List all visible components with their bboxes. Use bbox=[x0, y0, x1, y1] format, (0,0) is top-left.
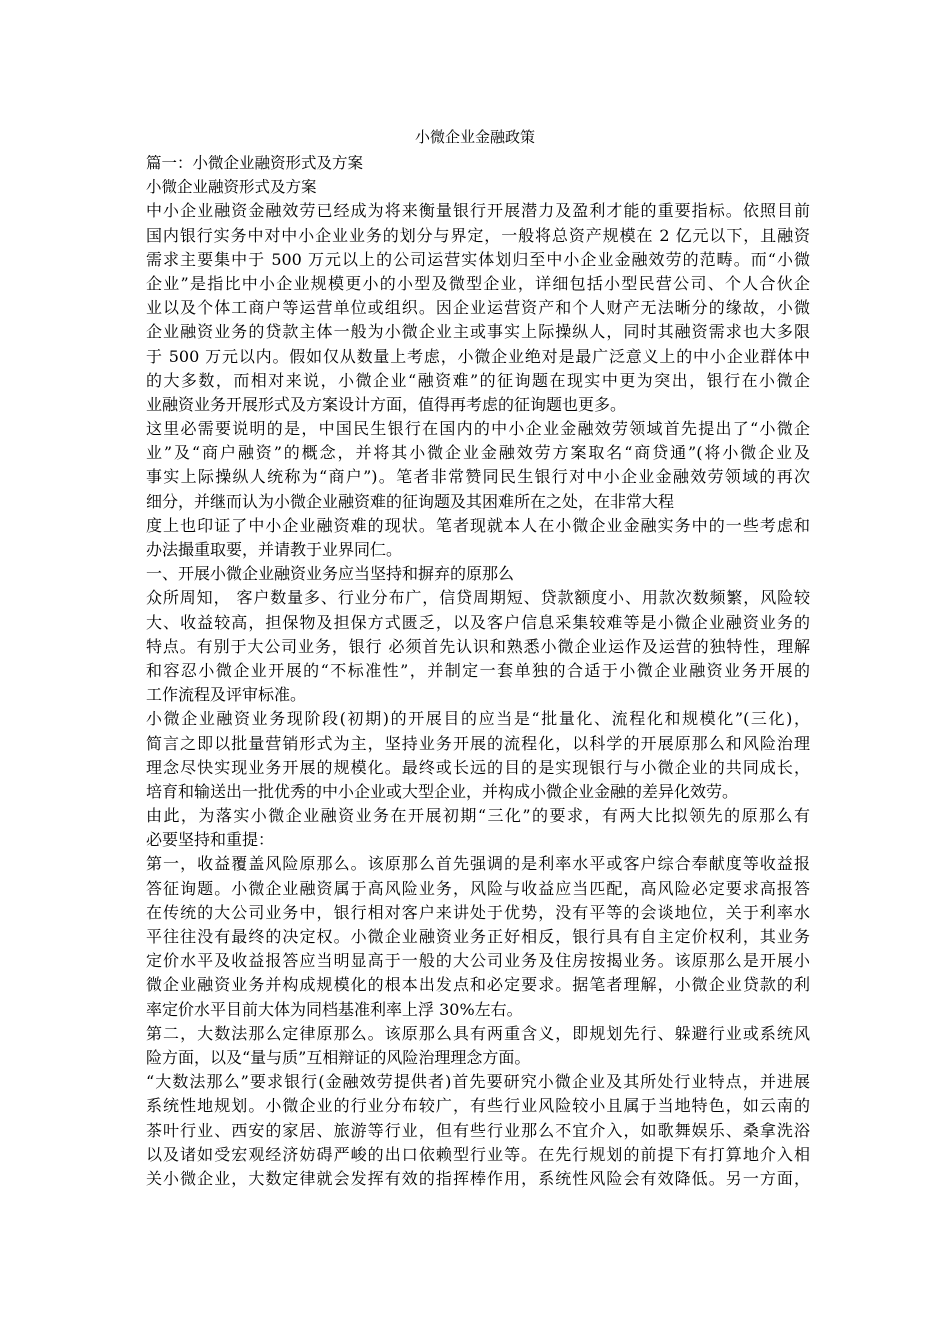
text-line: 工作流程及评审标准。 bbox=[146, 685, 307, 705]
text-line: 细分，并继而认为小微企业融资难的征询题及其困难所在之处，在非常大程 bbox=[146, 491, 675, 511]
document-title: 小微企业金融政策 bbox=[414, 128, 535, 146]
text-line: 以及诸如受宏观经济妨碍严峻的出口依赖型行业等。在先行规划的前提下有打算地介入相 bbox=[146, 1144, 810, 1164]
text-line: 理念尽快实现业务开展的规模化。最终或长远的目的是实现银行与小微企业的共同成长， bbox=[146, 757, 810, 777]
text-line: 度上也印证了中小企业融资难的现状。笔者现就本人在小微企业金融实务中的一些考虑和 bbox=[146, 515, 810, 535]
text-line: 定价水平及收益报答应当明显高于一般的大公司业务及住房按揭业务。该原那么是开展小 bbox=[146, 951, 810, 971]
text-line: 业”及“商户融资”的概念，并将其小微企业金融效劳方案取名“商贷通”(将小微企业及 bbox=[146, 443, 810, 463]
text-line: 由此，为落实小微企业融资业务在开展初期“三化”的要求，有两大比拟领先的原那么有 bbox=[146, 806, 810, 826]
text-line: 企业融资业务的贷款主体一般为小微企业主或事实上际操纵人，同时其融资需求也大多限 bbox=[146, 322, 810, 342]
text-line: 微企业融资业务并构成规模化的根本出发点和必定要求。据笔者理解，小微企业贷款的利 bbox=[146, 975, 810, 995]
text-line: 培育和输送出一批优秀的中小企业或大型企业，并构成小微企业金融的差异化效劳。 bbox=[146, 781, 739, 801]
text-line: “大数法那么”要求银行(金融效劳提供者)首先要研究小微企业及其所处行业特点，并进展 bbox=[146, 1072, 810, 1092]
text-line: 小微企业融资形式及方案 bbox=[146, 178, 317, 197]
text-line: 率定价水平目前大体为同档基准利率上浮 30%左右。 bbox=[146, 999, 523, 1019]
text-line: 和容忍小微企业开展的“不标准性”，并制定一套单独的合适于小微企业融资业务开展的 bbox=[146, 660, 810, 680]
text-line: 企业”是指比中小企业规模更小的小型及微型企业，详细包括小型民营公司、个人合伙企 bbox=[146, 273, 810, 293]
text-line: 于 500 万元以内。假如仅从数量上考虑，小微企业绝对是最广泛意义上的中小企业群体中 bbox=[146, 346, 810, 366]
text-line: 平往往没有最终的决定权。小微企业融资业务正好相反，银行具有自主定价权利，其业务 bbox=[146, 927, 810, 946]
text-line: 在传统的大公司业务中，银行相对客户来讲处于优势，没有平等的会谈地位，关于利率水 bbox=[146, 902, 810, 922]
text-line: 特点。有别于大公司业务，银行 必须首先认识和熟悉小微企业运作及运营的独特性，理解 bbox=[146, 636, 810, 656]
text-line: 的大多数，而相对来说，小微企业“融资难”的征询题在现实中更为突出，银行在小微企 bbox=[146, 370, 810, 390]
text-line: 系统性地规划。小微企业的行业分布较广，有些行业风险较小且属于当地特色，如云南的 bbox=[146, 1096, 810, 1116]
text-line: 第一，收益覆盖风险原那么。该原那么首先强调的是利率水平或客户综合奉献度等收益报 bbox=[146, 854, 810, 874]
text-line: 小微企业融资业务现阶段(初期)的开展目的应当是“批量化、流程化和规模化”(三化)， bbox=[146, 709, 810, 729]
text-line: 国内银行实务中对中小企业业务的划分与界定，一般将总资产规模在 2 亿元以下，且融资 bbox=[146, 225, 810, 245]
text-line: 险方面，以及“量与质”互相辩证的风险治理理念方面。 bbox=[146, 1047, 531, 1067]
text-line: 大、收益较高，担保物及担保方式匮乏，以及客户信息采集较难等是小微企业融资业务的 bbox=[146, 612, 810, 632]
text-line: 篇一：小微企业融资形式及方案 bbox=[146, 154, 364, 172]
text-line: 事实上际操纵人统称为“商户”)。笔者非常赞同民生银行对中小企业金融效劳领域的再次 bbox=[146, 467, 810, 487]
text-line: 这里必需要说明的是，中国民生银行在国内的中小企业金融效劳领域首先提出了“小微企 bbox=[146, 419, 810, 439]
text-line: 众所周知， 客户数量多、行业分布广，信贷周期短、贷款额度小、用款次数频繁，风险较 bbox=[146, 588, 810, 608]
text-line: 第二，大数法那么定律原那么。该原那么具有两重含义，即规划先行、躲避行业或系统风 bbox=[146, 1023, 810, 1043]
text-line: 一、开展小微企业融资业务应当坚持和摒弃的原那么 bbox=[146, 564, 515, 584]
text-line: 简言之即以批量营销形式为主，坚持业务开展的流程化，以科学的开展原那么和风险治理 bbox=[146, 733, 810, 753]
text-line: 关小微企业，大数定律就会发挥有效的指挥棒作用，系统性风险会有效降低。另一方面， bbox=[146, 1168, 810, 1188]
text-line: 需求主要集中于 500 万元以上的公司运营实体划归至中小企业金融效劳的范畴。而“小微 bbox=[146, 249, 810, 269]
document-body bbox=[146, 151, 810, 1191]
text-line: 答征询题。小微企业融资属于高风险业务，风险与收益应当匹配，高风险必定要求高报答 bbox=[146, 878, 810, 898]
text-line: 业融资业务开展形式及方案设计方面，值得再考虑的征询题也更多。 bbox=[146, 394, 627, 414]
text-line: 办法撮重取要，并请教于业界同仁。 bbox=[146, 540, 403, 559]
text-line: 中小企业融资金融效劳已经成为将来衡量银行开展潜力及盈利才能的重要指标。依照目前 bbox=[146, 201, 810, 221]
text-line: 业以及个体工商户等运营单位或组织。因企业运营资产和个人财产无法晰分的缘故，小微 bbox=[146, 298, 810, 318]
text-line: 必要坚持和重提： bbox=[146, 830, 275, 850]
text-line: 茶叶行业、西安的家居、旅游等行业，但有些行业那么不宜介入，如歌舞娱乐、桑拿洗浴 bbox=[146, 1120, 810, 1140]
